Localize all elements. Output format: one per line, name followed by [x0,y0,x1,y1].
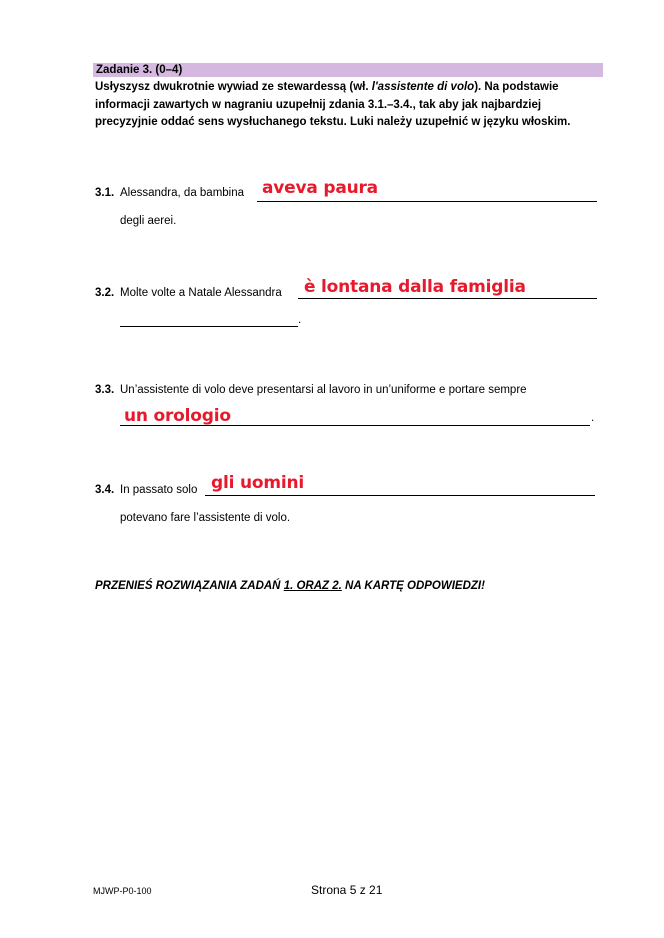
answer-line-3-2 [298,298,597,299]
item-text-3-1: Alessandra, da bambina [120,187,245,199]
item-number-3-1: 3.1. [95,187,115,199]
document-code: MJWP-P0-100 [93,886,152,896]
answer-line-3-2-continued [120,326,298,327]
answer-3-3[interactable]: un orologio [124,406,231,426]
instructions-text-continued: ). Na podstawie informacji zawartych w nagraniu uzupełnij zdania 3.1.–3.4., tak aby jak najbardziej precyzyjnie oddać sens wysłuchanego tekstu. Luki należy uzupełnić w języku włoskim. [95,81,571,128]
task-title: Zadanie 3. (0–4) [96,64,183,76]
item-text-after-3-1: degli aerei. [120,215,177,227]
answer-3-2[interactable]: è lontana dalla famiglia [304,277,526,297]
item-text-3-4: In passato solo [120,484,198,496]
instructions-italic-term: l'assistente di volo [371,81,475,93]
task-instructions [95,79,605,132]
answer-3-4[interactable]: gli uomini [211,473,304,493]
item-text-after-3-4: potevano fare l’assistente di volo. [120,512,291,524]
answer-line-3-4 [205,495,595,496]
item-number-3-3: 3.3. [95,384,115,396]
item-text-after-3-3: . [591,412,595,424]
task-header [93,63,603,77]
item-text-3-2: Molte volte a Natale Alessandra [120,287,282,299]
page-number: Strona 5 z 21 [311,883,383,897]
answer-line-3-1 [257,201,597,202]
item-text-after-3-2: . [298,314,302,326]
instructions-text: Usłyszysz dwukrotnie wywiad ze stewardessą (wł. [95,81,372,93]
note-text: PRZENIEŚ ROZWIĄZANIA ZADAŃ [95,580,284,592]
note-task-reference: 1. ORAZ 2. [283,580,342,592]
note-text-end: NA KARTĘ ODPOWIEDZI! [341,580,485,592]
item-number-3-2: 3.2. [95,287,115,299]
item-number-3-4: 3.4. [95,484,115,496]
item-text-3-3: Un’assistente di volo deve presentarsi al lavoro in un’uniforme e portare sempre [120,384,527,396]
transfer-answers-note [95,580,485,592]
answer-3-1[interactable]: aveva paura [262,178,378,198]
